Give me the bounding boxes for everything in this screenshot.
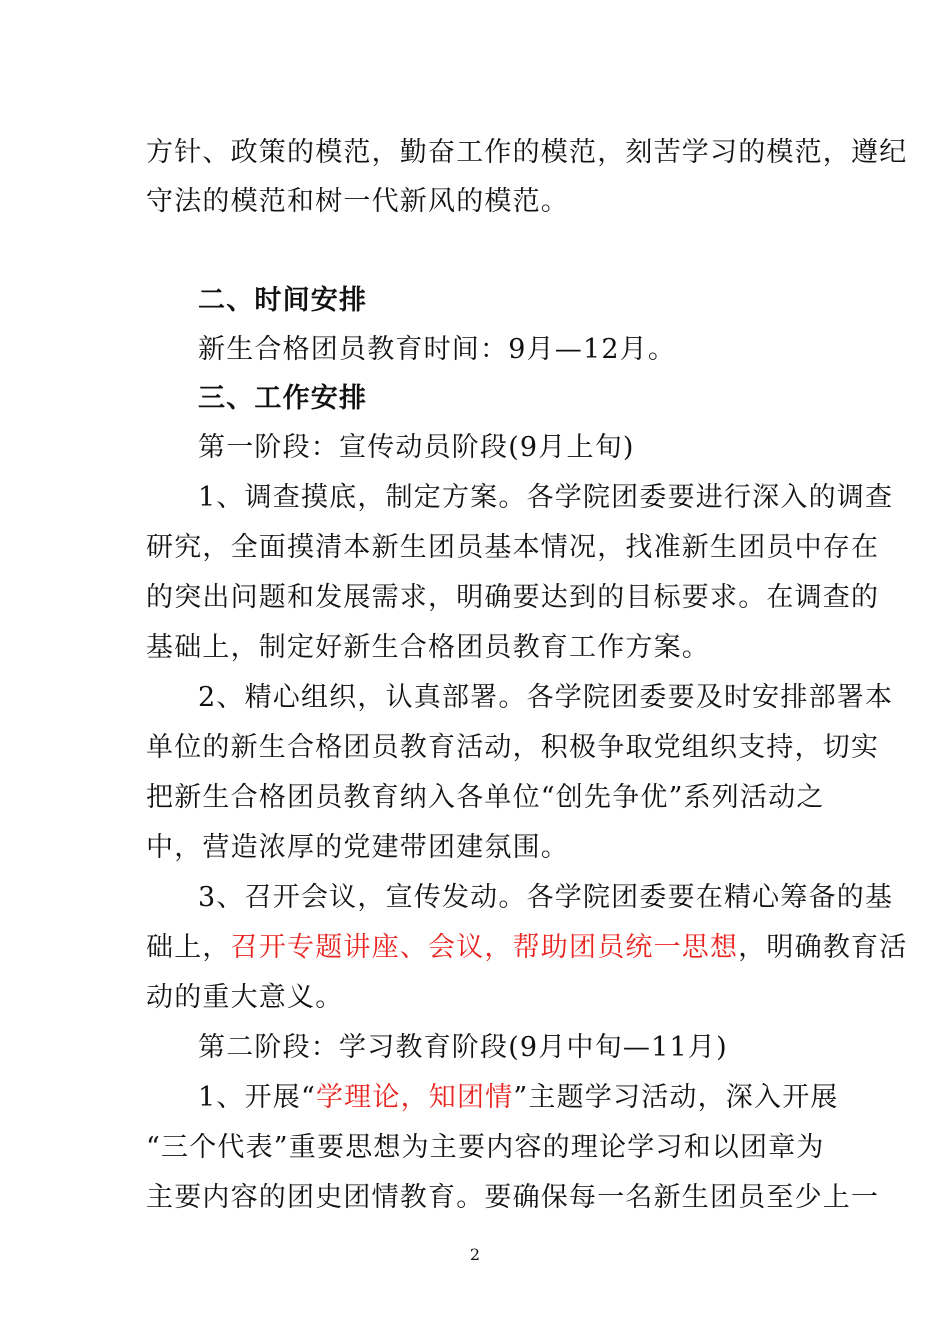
item-3-highlight: 召开专题讲座、会议，帮助团员统一思想 xyxy=(230,932,739,963)
section-3-heading: 三、工作安排 xyxy=(198,383,368,414)
stage-1-item-2-line-3: 把新生合格团员教育纳入各单位“创先争优”系列活动之 xyxy=(146,782,825,813)
intro-line-1: 方针、政策的模范，勤奋工作的模范，刻苦学习的模范，遵纪 xyxy=(146,137,908,168)
stage-1-item-2-line-2: 单位的新生合格团员教育活动，积极争取党组织支持，切实 xyxy=(146,732,880,763)
stage-1-item-1-line-2: 研究，全面摸清本新生团员基本情况，找准新生团员中存在 xyxy=(146,532,880,563)
section-2-text: 新生合格团员教育时间：9月—12月。 xyxy=(198,334,677,365)
stage-1-item-1-line-4: 基础上，制定好新生合格团员教育工作方案。 xyxy=(146,632,710,663)
stage-2-item-1-pre: 1、开展“ xyxy=(198,1082,316,1113)
stage-1-item-3-line-1: 3、召开会议，宣传发动。各学院团委要在精心筹备的基 xyxy=(198,882,894,913)
item-3-text-pre: 础上， xyxy=(146,932,231,963)
stage-1-item-1-line-3: 的突出问题和发展需求，明确要达到的目标要求。在调查的 xyxy=(146,582,880,613)
stage-1-item-2-line-4: 中，营造浓厚的党建带团建氛围。 xyxy=(146,832,569,863)
stage-1-item-1-line-1: 1、调查摸底，制定方案。各学院团委要进行深入的调查 xyxy=(198,482,894,513)
stage-2-item-1-line-2: “三个代表”重要思想为主要内容的理论学习和以团章为 xyxy=(146,1132,825,1163)
intro-line-2: 守法的模范和树一代新风的模范。 xyxy=(146,186,569,217)
stage-2-item-1-line-1 xyxy=(198,1081,839,1115)
stage-1-item-2-line-1: 2、精心组织，认真部署。各学院团委要及时安排部署本 xyxy=(198,682,894,713)
page-number: 2 xyxy=(469,1245,481,1264)
section-2-heading: 二、时间安排 xyxy=(198,285,368,316)
stage-2-title: 第二阶段：学习教育阶段(9月中旬—11月) xyxy=(198,1032,728,1063)
stage-2-item-1-line-3: 主要内容的团史团情教育。要确保每一名新生团员至少上一 xyxy=(146,1182,880,1213)
stage-1-title: 第一阶段：宣传动员阶段(9月上旬) xyxy=(198,432,635,463)
item-3-text-post: ，明确教育活 xyxy=(738,932,908,963)
stage-2-item-1-post: ”主题学习活动，深入开展 xyxy=(513,1082,839,1113)
stage-1-item-3-line-2 xyxy=(146,931,908,965)
stage-1-item-3-line-3: 动的重大意义。 xyxy=(146,982,344,1013)
stage-2-item-1-highlight: 学理论，知团情 xyxy=(315,1082,514,1113)
